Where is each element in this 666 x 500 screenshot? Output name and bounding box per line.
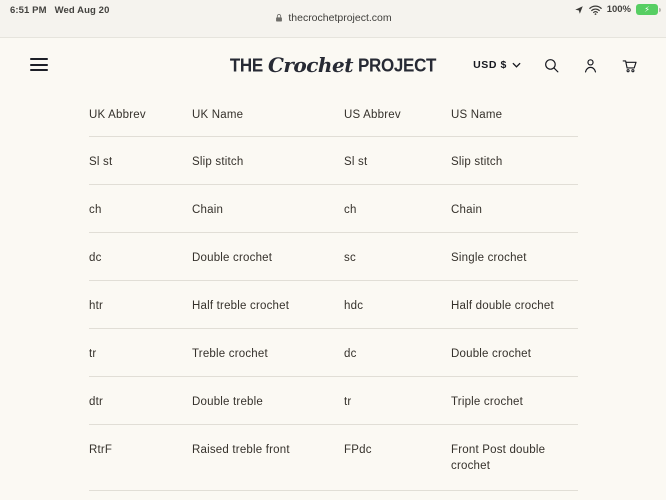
table-cell: Double treble: [192, 396, 264, 408]
logo-the: THE: [229, 55, 263, 76]
table-cell: Double crochet: [451, 348, 532, 360]
table-cell: Slip stitch: [451, 156, 503, 168]
date: Wed Aug 20: [54, 5, 110, 16]
table-cell: tr: [344, 396, 352, 408]
table-row: [89, 281, 578, 329]
table-cell: ch: [89, 204, 102, 216]
table-row: [89, 185, 578, 233]
table-cell: Triple crochet: [451, 396, 524, 408]
table-row: [89, 233, 578, 281]
table-cell: RtrF: [89, 444, 113, 456]
table-header-row: [89, 100, 578, 137]
table-row: [89, 329, 578, 377]
conversion-table-body: [89, 137, 578, 491]
table-cell: Raised treble front: [192, 444, 290, 456]
table-cell: Double crochet: [192, 252, 273, 264]
logo-project: PROJECT: [357, 55, 437, 76]
table-cell: Chain: [451, 204, 483, 216]
browser-chrome: [0, 0, 666, 38]
currency-label: USD $: [473, 59, 507, 71]
battery-percent: 100%: [606, 4, 631, 15]
table-cell: Sl st: [344, 156, 368, 168]
table-cell: Sl st: [89, 156, 113, 168]
table-cell: Slip stitch: [192, 156, 244, 168]
currency-selector[interactable]: [473, 59, 521, 71]
table-row: [89, 377, 578, 425]
cart-icon[interactable]: [621, 57, 638, 74]
table-cell: dtr: [89, 396, 104, 408]
battery-charging-icon: ⚡: [636, 4, 658, 15]
table-cell: hdc: [344, 300, 364, 312]
table-cell: sc: [344, 252, 356, 264]
table-cell: Chain: [192, 204, 224, 216]
address-bar-url: thecrochetproject.com: [288, 12, 392, 24]
table-cell: tr: [89, 348, 97, 360]
wifi-icon: [589, 5, 602, 15]
table-cell: dc: [344, 348, 357, 360]
table-cell: htr: [89, 300, 104, 312]
column-header-uk-abbrev: UK Abbrev: [89, 109, 146, 121]
table-cell: Single crochet: [451, 252, 527, 264]
lock-icon: [274, 13, 284, 23]
table-cell: FPdc: [344, 444, 372, 456]
address-bar[interactable]: [0, 12, 666, 24]
logo-crochet: Crochet: [267, 53, 353, 77]
table-cell: ch: [344, 204, 357, 216]
clock: 6:51 PM: [10, 5, 47, 16]
column-header-uk-name: UK Name: [192, 109, 244, 121]
site-header: [0, 38, 666, 94]
table-cell: Half double crochet: [451, 300, 554, 312]
location-arrow-icon: [574, 5, 584, 15]
header-actions: [473, 52, 638, 78]
status-right: [574, 4, 658, 15]
table-cell: Treble crochet: [192, 348, 268, 360]
table-cell: dc: [89, 252, 102, 264]
table-cell: Half treble crochet: [192, 300, 290, 312]
chevron-down-icon: [512, 62, 521, 68]
table-row: [89, 137, 578, 185]
table-row: [89, 425, 578, 491]
column-header-us-abbrev: US Abbrev: [344, 109, 401, 121]
column-header-us-name: US Name: [451, 109, 503, 121]
conversion-table: [89, 100, 578, 491]
table-cell: Front Post double crochet: [451, 444, 546, 472]
search-icon[interactable]: [543, 57, 560, 74]
account-icon[interactable]: [582, 57, 599, 74]
